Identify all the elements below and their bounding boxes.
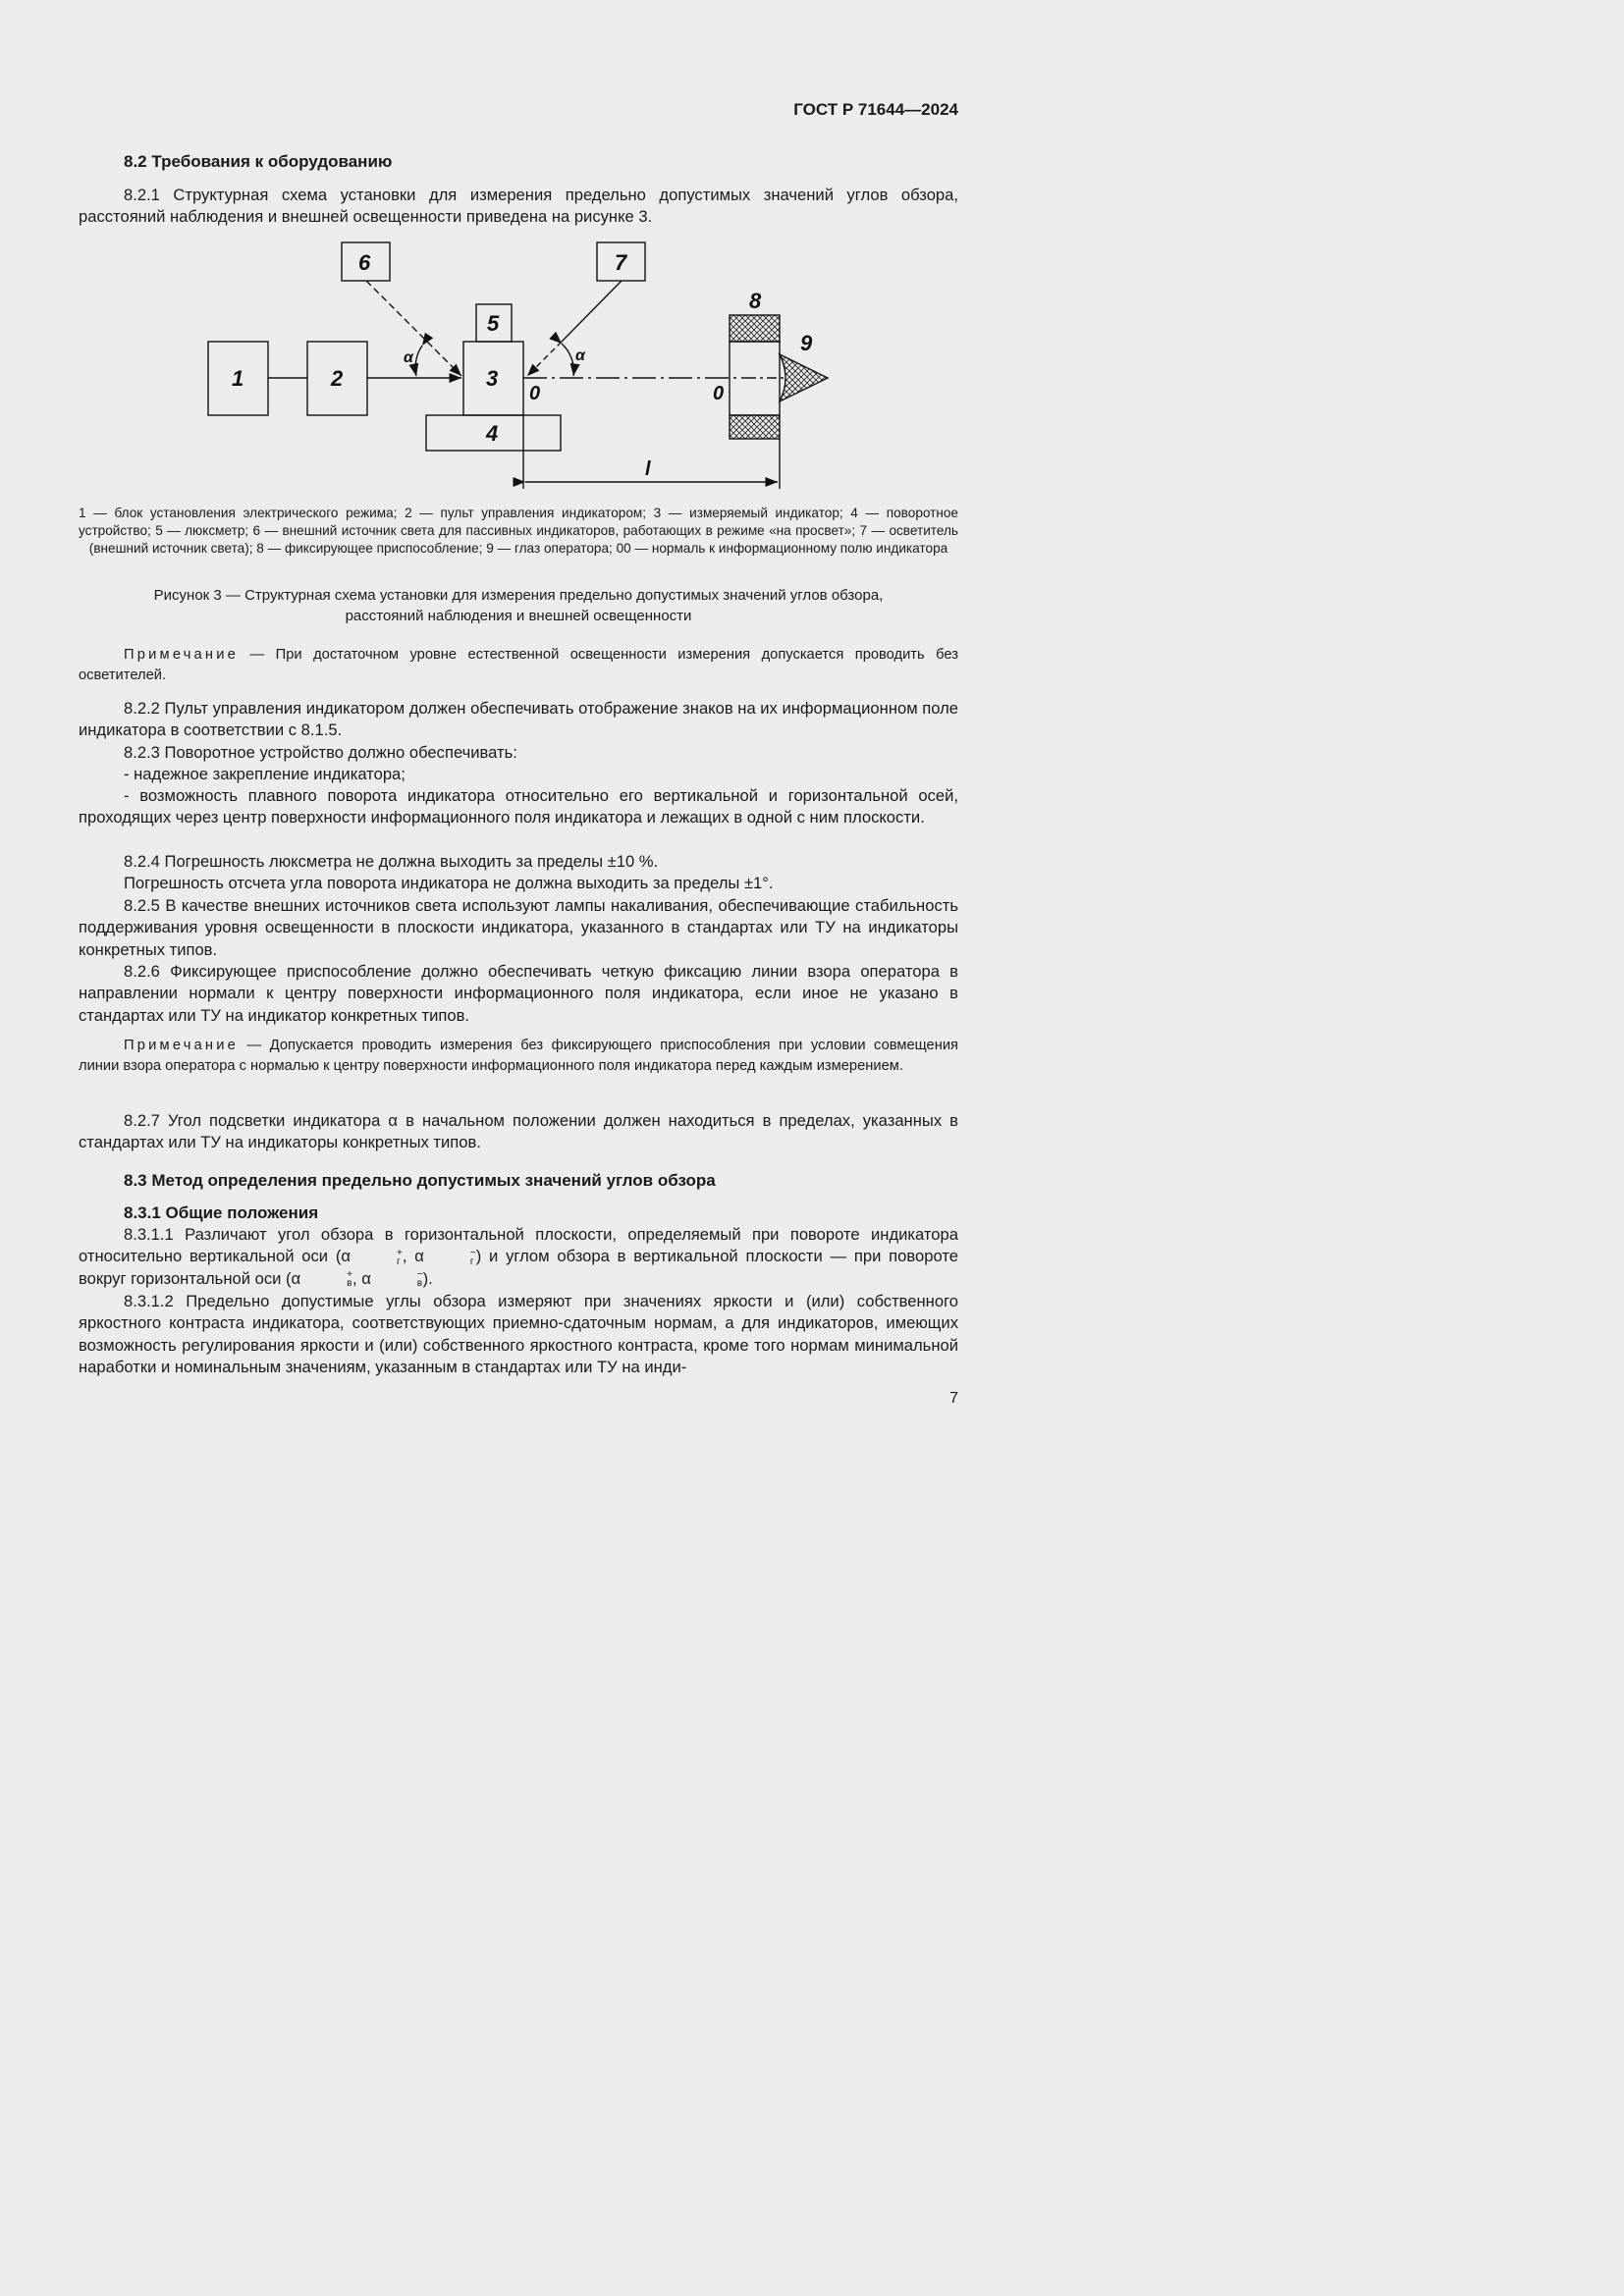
fixture-8-bottom (730, 415, 780, 439)
label-3: 3 (486, 366, 499, 391)
list-item-2: - возможность плавного поворота индикатора относительно его вертикальной и горизонтальной осей, проходящих через центр поверхности информационного поля индикатора и лежащих в одной с ним плоскости. (79, 786, 958, 828)
note-2 (79, 1036, 958, 1076)
list-item-1: - надежное закрепление индикатора; (124, 765, 406, 783)
section-title-8-3: 8.3 Метод определения предельно допустимых значений углов обзора (124, 1171, 716, 1190)
label-distance: l (645, 458, 651, 480)
label-8: 8 (749, 289, 762, 313)
figure-caption (79, 586, 958, 626)
note-2-label: Примечание (124, 1038, 240, 1053)
eye-9 (780, 354, 828, 401)
paragraph-8-2-5: 8.2.5 В качестве внешних источников света используют лампы накаливания, обеспечивающие стабильность поддерживания уровня освещенности в плоскости индикатора, указанного в стандартах или ТУ на индикаторы конкретных типов. (79, 896, 958, 959)
label-zero-left: 0 (529, 383, 541, 404)
label-6: 6 (358, 250, 371, 275)
label-alpha-left: α (404, 349, 413, 366)
paragraph-8-2-6: 8.2.6 Фиксирующее приспособление должно обеспечивать четкую фиксацию линии взора оператора в направлении нормали к центру поверхности информационного поля индикатора, если иное не указано в стандартах или ТУ на индикатор конкретных типов. (79, 962, 958, 1025)
label-2: 2 (331, 366, 344, 391)
paragraph-8-3-1-1: 8.3.1.1 Различают угол обзора в горизонтальной плоскости, определяемый при повороте индикатора относительно вертикальной оси (α + г , α − г ) и углом обзора в вертикальной плоскости — при повороте вокруг горизонтальной оси (α + в , α − в ). (79, 1225, 958, 1290)
label-4: 4 (486, 421, 499, 446)
figure-legend: 1 — блок установления электрического режима; 2 — пульт управления индикатором; 3 — измеряемый индикатор; 4 — поворотное устройство; 5 — люксметр; 6 — внешний источник света для пассивных индикаторов, работающих в режиме «на просвет»; 7 — осветитель (внешний источник света); 8 — фиксирующее приспособление; 9 — глаз оператора; 00 — нормаль к информационному полю индикатора (79, 506, 958, 556)
p-8-3-1-1-part-c: ). (422, 1268, 433, 1288)
paragraph-8-3-1-2: 8.3.1.2 Предельно допустимые углы обзора измеряют при значениях яркости и (или) собственного яркостного контраста индикатора, соответствующих приемно-сдаточным нормам, а для индикаторов, имеющих возможность регулирования яркости и (или) собственного яркостного контраста, кроме того нормам минимальной наработки и номинальным значениям, указанным в стандартах или ТУ на инди- (79, 1292, 958, 1376)
note-1-label: Примечание (124, 647, 240, 663)
fixture-8-top (730, 315, 780, 342)
subsection-title-8-3-1: 8.3.1 Общие положения (124, 1203, 319, 1222)
note-1 (79, 645, 958, 685)
label-alpha-right: α (575, 347, 585, 364)
doc-code: ГОСТ Р 71644—2024 (793, 100, 958, 119)
p-8-3-1-1-part-b: ) и углом обзора в вертикальной плоскости — при повороте вокруг горизонтальной оси ( (79, 1247, 958, 1288)
label-9: 9 (800, 331, 813, 355)
label-7: 7 (615, 250, 627, 275)
caption-line-1: Рисунок 3 — Структурная схема установки для измерения предельно допустимых значений углов обзора, (153, 587, 884, 604)
note-2-text: — Допускается проводить измерения без фиксирующего приспособления при условии совмещения линии взора оператора с нормалью к центру поверхности информационного поля индикатора перед каждым измерением. (79, 1038, 958, 1074)
paragraph-8-2-4: 8.2.4 Погрешность люксметра не должна выходить за пределы ±10 %. (124, 852, 659, 871)
paragraph-8-2-3: 8.2.3 Поворотное устройство должно обеспечивать: (124, 743, 517, 762)
paragraph-8-2-2: 8.2.2 Пульт управления индикатором должен обеспечивать отображение знаков на их информационном поле индикатора в соответствии с 8.1.5. (79, 699, 958, 740)
note-1-text: — При достаточном уровне естественной освещенности измерения допускается проводить без осветителей. (79, 647, 958, 683)
label-1: 1 (232, 366, 244, 391)
label-zero-right: 0 (713, 383, 725, 404)
label-5: 5 (487, 311, 500, 336)
caption-line-2: расстояний наблюдения и внешней освещенности (345, 607, 692, 624)
paragraph-8-2-7: 8.2.7 Угол подсветки индикатора α в начальном положении должен находиться в пределах, указанных в стандартах или ТУ на индикаторы конкретных типов. (79, 1111, 958, 1152)
page-number: 7 (949, 1390, 958, 1407)
section-title-8-2: 8.2 Требования к оборудованию (124, 152, 393, 171)
p-8-3-1-1-part-a: 8.3.1.1 Различают угол обзора в горизонтальной плоскости, определяемый при повороте индикатора относительно вертикальной оси ( (79, 1225, 958, 1266)
figure-3-diagram (0, 0, 1089, 510)
paragraph-8-2-4b: Погрешность отсчета угла поворота индикатора не должна выходить за пределы ±1°. (124, 874, 774, 892)
paragraph-8-2-1: 8.2.1 Структурная схема установки для измерения предельно допустимых значений углов обзора, расстояний наблюдения и внешней освещенности приведена на рисунке 3. (79, 186, 958, 227)
